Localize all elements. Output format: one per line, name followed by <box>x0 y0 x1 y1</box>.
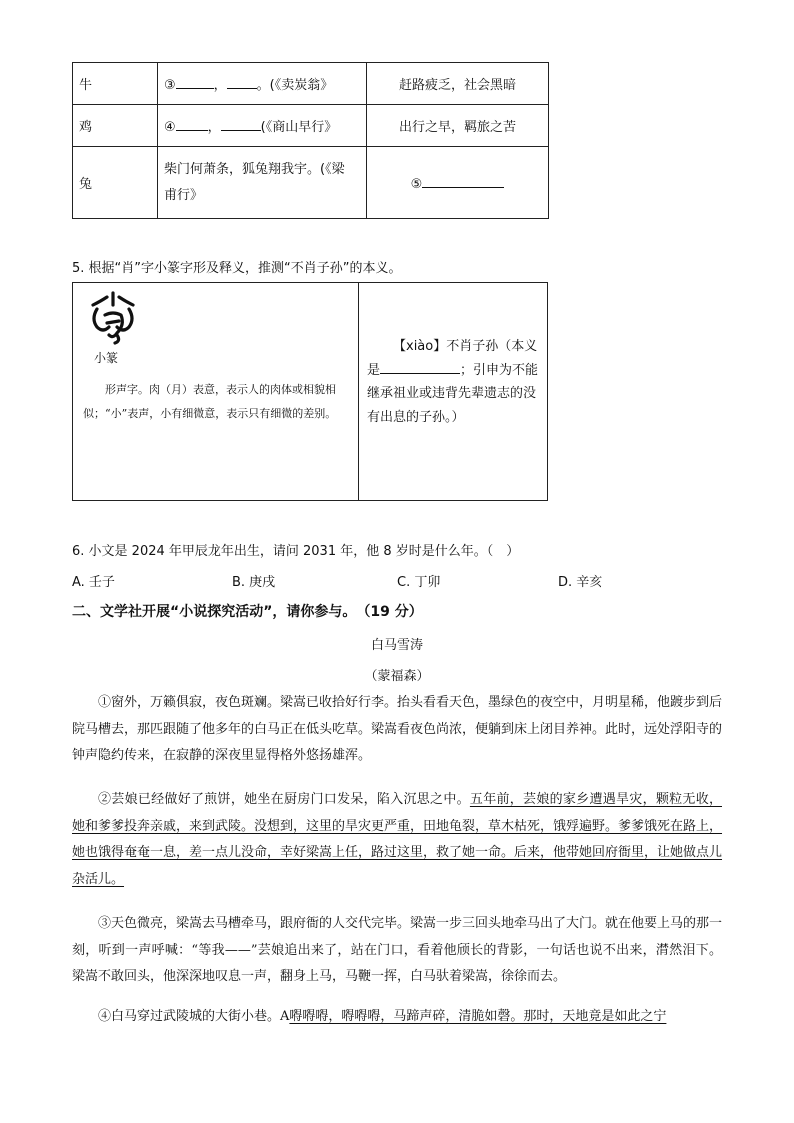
xiao-character-table <box>72 282 548 501</box>
option-c[interactable]: C. 丁卯 <box>397 575 441 590</box>
fill-blank <box>380 360 460 374</box>
dictionary-entry: 【xiào】不肖子孙（本义是 ；引申为不能继承祖业或违背先辈遗志的没有出息的子孙。） <box>367 339 539 425</box>
seal-script-cell <box>73 283 359 501</box>
paragraph-1: ①窗外，万籁俱寂，夜色斑斓。梁嵩已收拾好行李。抬头看看天色，墨绿色的夜空中，月明星稀，他踱步到后院马槽去，那匹跟随了他多年的白马正在低头吃草。梁嵩看夜色尚浓，便躺到床上闭目养神。此时，远处浮阳寺的钟声隐约传来，在寂静的深夜里显得格外悠扬雄浑。 <box>72 695 723 763</box>
verse-cell: ④ ， (《商山早行》 <box>158 105 367 147</box>
fill-blank <box>176 117 208 131</box>
meaning-cell <box>359 283 548 501</box>
meaning-cell: 赶路疲乏，社会黑暗 <box>367 63 549 105</box>
story-title: 白马雪涛 <box>370 638 423 653</box>
verse-cell: 柴门何萧条，狐兔翔我宇。(《梁 甫行》 <box>158 147 367 219</box>
fill-blank <box>176 75 214 89</box>
option-b[interactable]: B. 庚戌 <box>232 575 276 590</box>
fill-blank <box>422 174 504 188</box>
seal-script-glyph-icon <box>87 291 139 345</box>
animal-cell: 兔 <box>73 147 158 219</box>
meaning-cell: 出行之早，羁旅之苦 <box>367 105 549 147</box>
meaning-cell: ⑤ <box>367 147 549 219</box>
fill-blank <box>227 75 257 89</box>
question-6-prompt: 6. 小文是 2024 年甲辰龙年出生，请问 2031 年，他 8 岁时是什么年。（ ） <box>72 544 520 559</box>
animal-cell: 牛 <box>73 63 158 105</box>
option-d[interactable]: D. 辛亥 <box>558 575 603 590</box>
paragraph-4: ④白马穿过武陵城的大街小巷。A嘚嘚嘚，嘚嘚嘚，马蹄声碎，清脆如磬。那时，天地竟是如此之宁 <box>98 1009 667 1024</box>
poem-table <box>72 62 549 219</box>
seal-label: 小篆 <box>94 351 119 365</box>
fill-blank <box>221 117 261 131</box>
question-5-prompt: 5. 根据“肖”字小篆字形及释义，推测“不肖子孙”的本义。 <box>72 261 402 276</box>
table-row <box>73 105 549 147</box>
animal-cell: 鸡 <box>73 105 158 147</box>
option-a[interactable]: A. 壬子 <box>72 575 115 590</box>
paragraph-3: ③天色微亮，梁嵩去马槽牵马，跟府衙的人交代完毕。梁嵩一步三回头地牵马出了大门。就在他要上马的那一刻，听到一声呼喊：“等我——”芸娘追出来了，站在门口，看着他颀长的背影，一句话也说不出来，潸然泪下。梁嵩不敢回头，他深深地叹息一声，翻身上马，马鞭一挥，白马驮着梁嵩，徐徐而去。 <box>72 916 723 984</box>
underlined-passage: 五年前，芸娘的家乡遭遇旱灾，颗粒无收，她和爹爹投奔亲戚，来到武陵。没想到，这里的旱灾更严重，田地龟裂，草木枯死，饿殍遍野。爹爹饿死在路上，她也饿得奄奄一息，差一点儿没命，幸好梁嵩上任，路过这里，救了她一命。后来，他带她回府衙里，让她做点儿杂活儿。 <box>72 792 723 887</box>
table-row <box>73 63 549 105</box>
paragraph-2: ②芸娘已经做好了煎饼，她坐在厨房门口发呆，陷入沉思之中。五年前，芸娘的家乡遭遇旱灾，颗粒无收，她和爹爹投奔亲戚，来到武陵。没想到，这里的旱灾更严重，田地龟裂，草木枯死，饿殍遍野。爹爹饿死在路上，她也饿得奄奄一息，差一点儿没命，幸好梁嵩上任，路过这里，救了她一命。后来，他带她回府衙里，让她做点儿杂活儿。 <box>72 792 723 887</box>
verse-cell: ③ ， 。(《卖炭翁》 <box>158 63 367 105</box>
seal-explanation: 形声字。肉（月）表意，表示人的肉体或相貌相似；“小”表声，小有细微意，表示只有细微的差别。 <box>83 383 337 420</box>
story-author: （蒙福森） <box>364 669 430 684</box>
question-6-options <box>72 571 672 591</box>
section-title: 二、文学社开展“小说探究活动”，请你参与。 （19 分） <box>72 604 423 620</box>
table-row <box>73 147 549 219</box>
underlined-passage-a: 嘚嘚嘚，嘚嘚嘚，马蹄声碎，清脆如磬。那时，天地竟是如此之宁 <box>289 1009 667 1024</box>
